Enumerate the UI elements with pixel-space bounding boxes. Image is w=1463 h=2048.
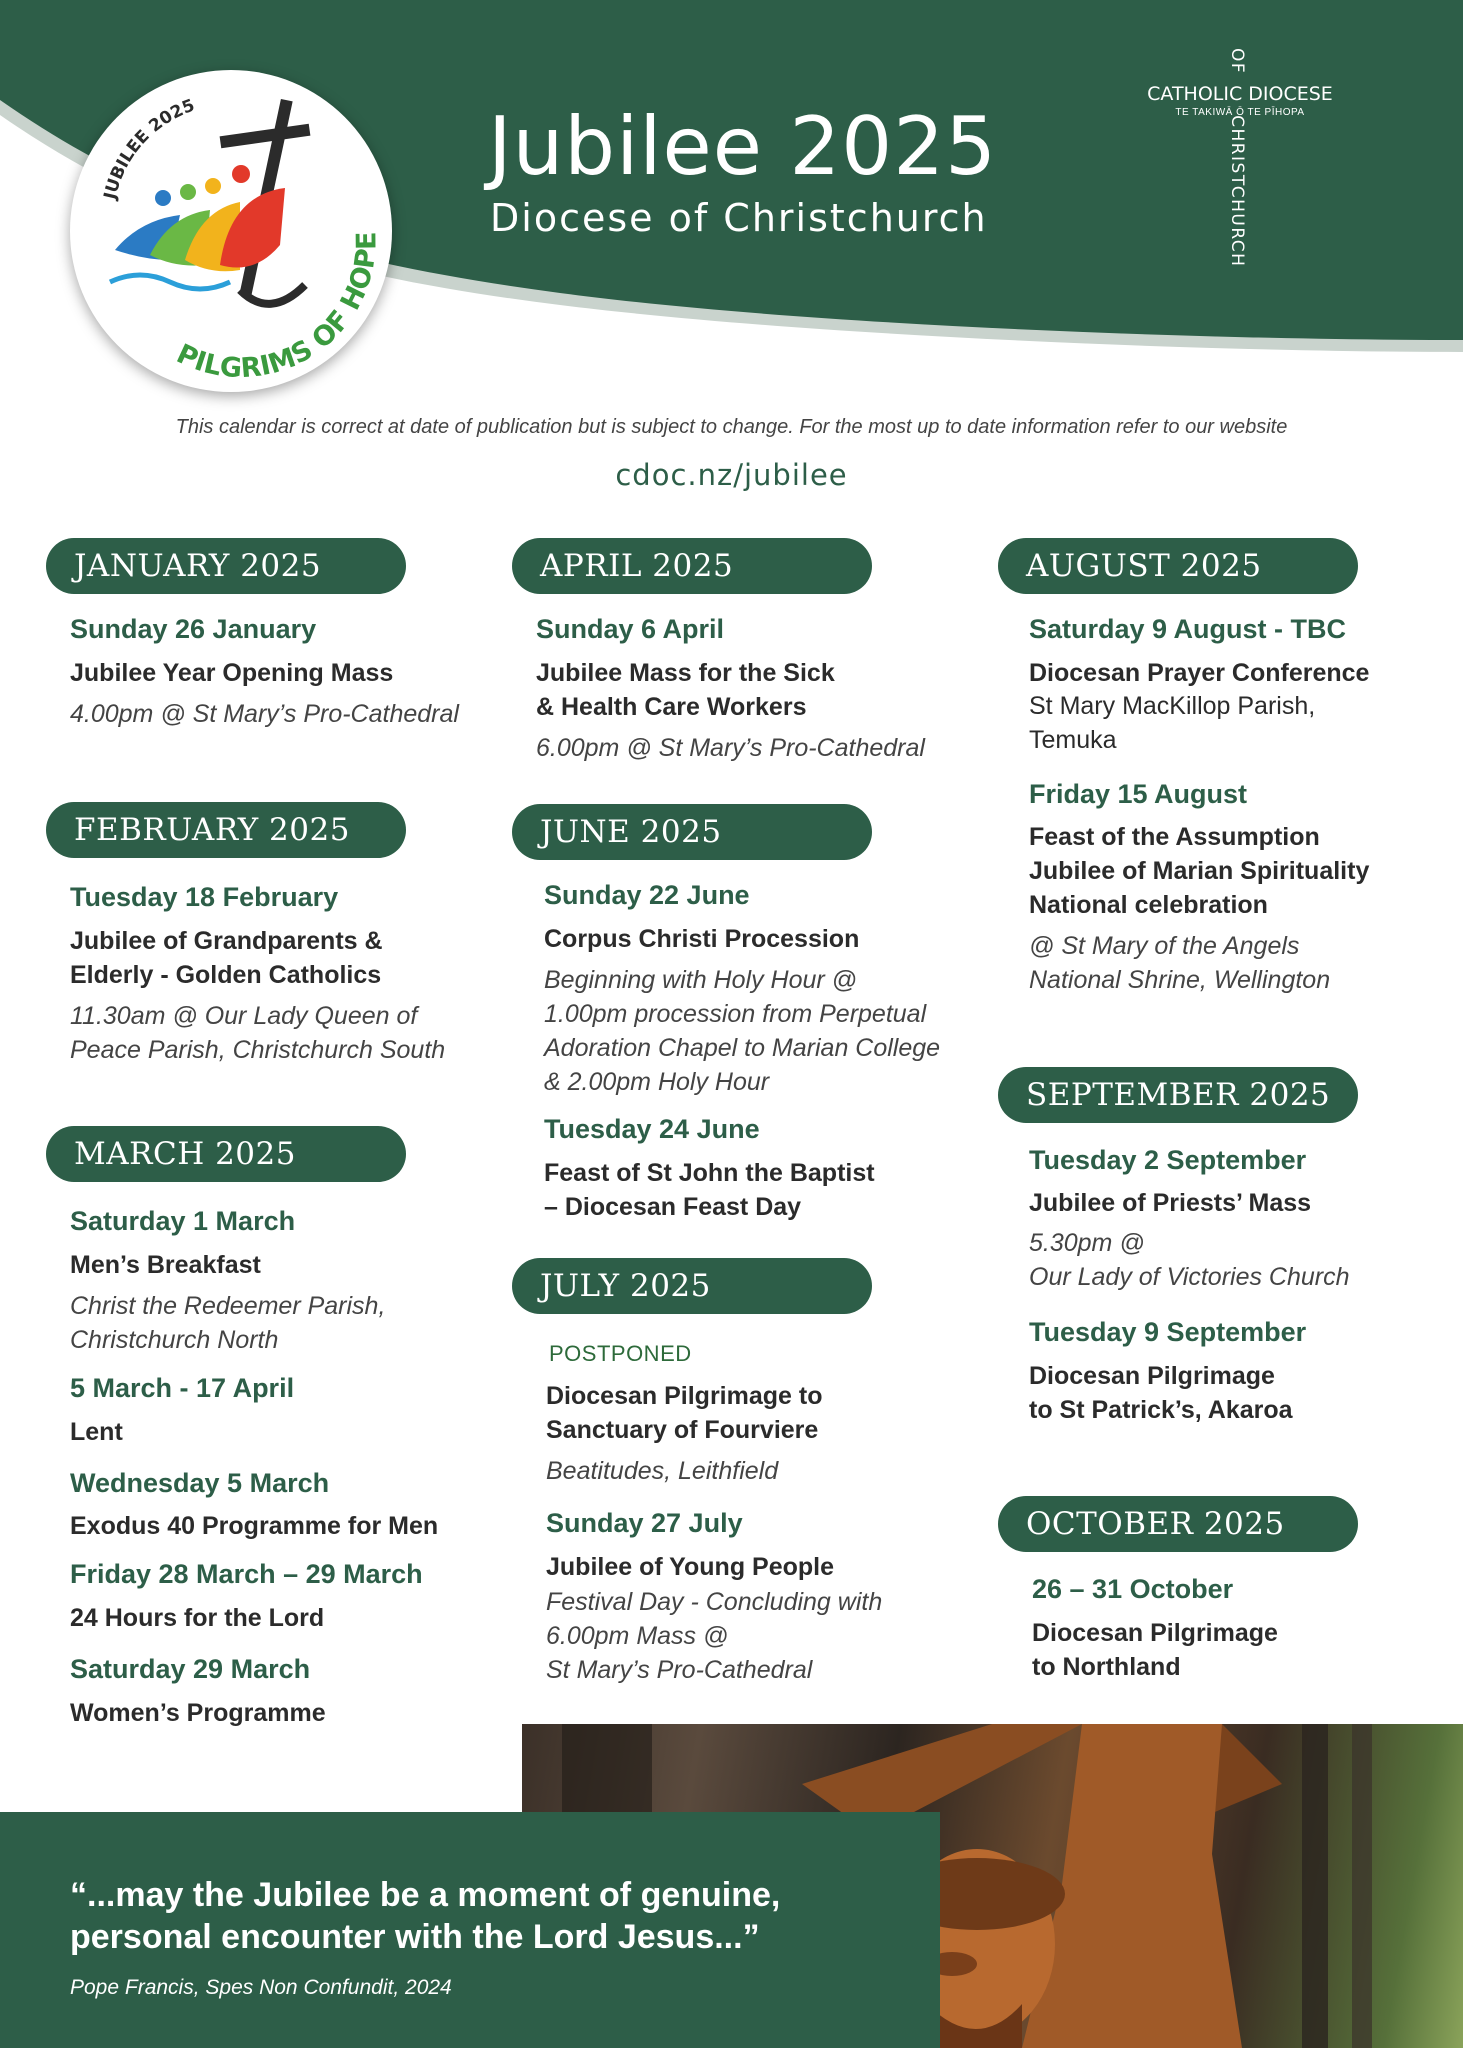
- event-title: Jubilee of Priests’ Mass: [1029, 1189, 1312, 1217]
- event-detail: 1.00pm procession from Perpetual: [544, 1000, 927, 1028]
- event-date: Tuesday 2 September: [1029, 1145, 1307, 1175]
- event-date: Sunday 22 June: [544, 880, 750, 910]
- event-date: Saturday 1 March: [70, 1206, 296, 1236]
- event-title: Men’s Breakfast: [70, 1251, 261, 1279]
- event-date: Friday 28 March – 29 March: [70, 1559, 423, 1589]
- event-title: Diocesan Prayer Conference: [1029, 659, 1370, 687]
- month-header-september: SEPTEMBER 2025: [998, 1067, 1358, 1123]
- event-detail: Adoration Chapel to Marian College: [544, 1034, 941, 1062]
- event-title: Jubilee of Young People: [546, 1553, 835, 1581]
- event-title: to St Patrick’s, Akaroa: [1029, 1396, 1293, 1424]
- event-title: & Health Care Workers: [536, 693, 807, 721]
- event-date: Tuesday 24 June: [544, 1114, 760, 1144]
- event-title: Diocesan Pilgrimage: [1032, 1619, 1278, 1647]
- event-detail: 6.00pm @ St Mary’s Pro-Cathedral: [536, 734, 925, 762]
- disclaimer-text: This calendar is correct at date of publication but is subject to change. For the most up to date information refer to our website: [175, 416, 1288, 438]
- month-header-july: JULY 2025: [512, 1258, 872, 1314]
- event-title: Diocesan Pilgrimage to: [546, 1382, 823, 1410]
- event-title: National celebration: [1029, 891, 1268, 919]
- page-title: Jubilee 2025: [488, 100, 997, 193]
- quote-line: “...may the Jubilee be a moment of genuine,: [70, 1876, 781, 1914]
- event-detail: Our Lady of Victories Church: [1029, 1263, 1350, 1291]
- event-date: Sunday 27 July: [546, 1508, 743, 1538]
- event-detail: Christchurch North: [70, 1326, 279, 1354]
- event-detail: Festival Day - Concluding with: [546, 1588, 883, 1616]
- event-detail: Christ the Redeemer Parish,: [70, 1292, 386, 1320]
- month-header-january: JANUARY 2025: [46, 538, 406, 594]
- website-link[interactable]: cdoc.nz/jubilee: [615, 458, 848, 492]
- month-header-march: MARCH 2025: [46, 1126, 406, 1182]
- event-date: Sunday 6 April: [536, 614, 725, 644]
- status-badge: POSTPONED: [549, 1341, 692, 1366]
- event-date: Sunday 26 January: [70, 614, 317, 644]
- event-detail: 6.00pm Mass @: [546, 1622, 729, 1650]
- quote-attribution: Pope Francis, Spes Non Confundit, 2024: [70, 1976, 452, 1999]
- event-title: Lent: [70, 1418, 123, 1446]
- event-date: Tuesday 18 February: [70, 882, 339, 912]
- event-title: – Diocesan Feast Day: [544, 1193, 802, 1221]
- event-date: Saturday 9 August - TBC: [1029, 614, 1347, 644]
- event-title: Jubilee Mass for the Sick: [536, 659, 835, 687]
- event-date: Tuesday 9 September: [1029, 1317, 1307, 1347]
- event-title: to Northland: [1032, 1653, 1181, 1681]
- event-title: Exodus 40 Programme for Men: [70, 1512, 439, 1540]
- event-title: Diocesan Pilgrimage: [1029, 1362, 1275, 1390]
- event-detail: 11.30am @ Our Lady Queen of: [70, 1002, 418, 1030]
- diocese-logo-maori: TE TAKIWĀ Ō TE PĪHOPA: [1175, 107, 1305, 118]
- event-title: Sanctuary of Fourviere: [546, 1416, 819, 1444]
- event-title: Elderly - Golden Catholics: [70, 961, 382, 989]
- event-date: Friday 15 August: [1029, 779, 1248, 809]
- event-date: 5 March - 17 April: [70, 1373, 295, 1403]
- event-detail: Peace Parish, Christchurch South: [70, 1036, 446, 1064]
- event-detail: 5.30pm @: [1029, 1229, 1145, 1257]
- diocese-logo-name: CATHOLIC DIOCESE: [1147, 83, 1333, 105]
- event-detail: St Mary’s Pro-Cathedral: [546, 1656, 813, 1684]
- quote-line: personal encounter with the Lord Jesus...”: [70, 1918, 760, 1956]
- jubilee-logo: [70, 70, 392, 392]
- event-detail: 4.00pm @ St Mary’s Pro-Cathedral: [70, 700, 459, 728]
- diocese-logo-vertical: [1227, 48, 1247, 267]
- event-detail: @ St Mary of the Angels: [1029, 932, 1300, 960]
- logo-bottom-text: PILGRIMS OF HOPE: [171, 231, 383, 385]
- event-detail: & 2.00pm Holy Hour: [544, 1068, 770, 1096]
- diocese-logo-of: OF: [1227, 48, 1247, 75]
- event-title: Jubilee Year Opening Mass: [70, 659, 394, 687]
- event-detail: St Mary MacKillop Parish,: [1029, 692, 1316, 720]
- event-title: Jubilee of Grandparents &: [70, 927, 383, 955]
- month-header-february: FEBRUARY 2025: [46, 802, 406, 858]
- event-detail: National Shrine, Wellington: [1029, 966, 1331, 994]
- jubilee-emblem-icon: [70, 70, 392, 392]
- event-title: Women’s Programme: [70, 1699, 326, 1727]
- month-header-june: JUNE 2025: [512, 804, 872, 860]
- logo-top-text: JUBILEE 2025: [100, 95, 198, 202]
- event-title: Corpus Christi Procession: [544, 925, 860, 953]
- event-title: Feast of the Assumption: [1029, 823, 1320, 851]
- event-detail: Beatitudes, Leithfield: [546, 1457, 779, 1485]
- month-header-august: AUGUST 2025: [998, 538, 1358, 594]
- event-detail: Beginning with Holy Hour @: [544, 966, 858, 994]
- event-date: 26 – 31 October: [1032, 1574, 1234, 1604]
- diocese-logo-christchurch: CHRISTCHURCH: [1227, 115, 1247, 268]
- month-header-april: APRIL 2025: [512, 538, 872, 594]
- event-date: Saturday 29 March: [70, 1654, 311, 1684]
- event-title: Jubilee of Marian Spirituality: [1029, 857, 1370, 885]
- event-title: Feast of St John the Baptist: [544, 1159, 875, 1187]
- event-title: 24 Hours for the Lord: [70, 1604, 325, 1632]
- quote-text: [70, 1874, 780, 1958]
- month-header-october: OCTOBER 2025: [998, 1496, 1358, 1552]
- event-date: Wednesday 5 March: [70, 1468, 330, 1498]
- event-detail: Temuka: [1029, 726, 1117, 754]
- page-subtitle: Diocese of Christchurch: [490, 196, 988, 240]
